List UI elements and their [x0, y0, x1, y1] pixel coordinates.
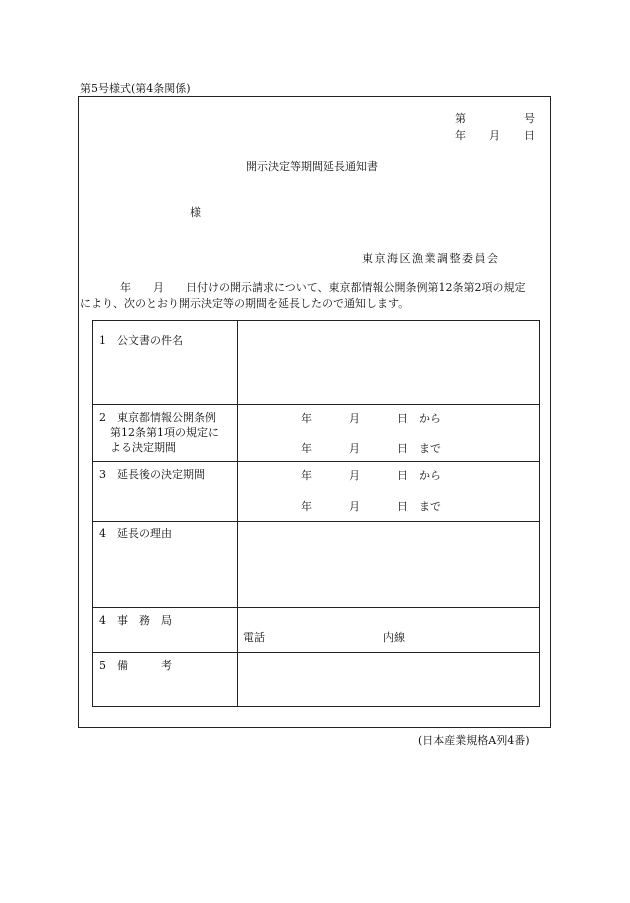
paper-size-note: (日本産業規格A列4番) — [418, 734, 530, 747]
issuer-name: 東京海区漁業調整委員会 — [362, 252, 500, 265]
details-table — [92, 320, 540, 707]
r2-until-day: 日 — [397, 442, 408, 455]
row-reason-label: 4 延長の理由 — [99, 527, 172, 540]
form-id: 第5号様式(第4条関係) — [80, 82, 191, 95]
number-char-left: 第 — [455, 112, 466, 125]
r3-from-day: 日 — [397, 469, 408, 482]
number-char-right: 号 — [524, 112, 535, 125]
table-column-divider — [237, 321, 238, 706]
row-divider-4 — [93, 607, 539, 608]
body-line-2: により、次のとおり開示決定等の期間を延長したので通知します。 — [80, 297, 410, 310]
row-office-label: 4 事 務 局 — [99, 614, 172, 627]
r3-until-month: 月 — [349, 500, 360, 513]
row-divider-1 — [93, 404, 539, 405]
extension-label: 内線 — [383, 631, 405, 644]
row-extended-period-label: 3 延長後の決定期間 — [99, 468, 205, 481]
row-divider-2 — [93, 461, 539, 462]
r2-from-day: 日 — [397, 412, 408, 425]
addressee-suffix: 様 — [190, 206, 201, 219]
row-original-period-label-2: 第12条第1項の規定に — [99, 426, 219, 439]
date-month: 月 — [489, 129, 500, 142]
r2-from-label: から — [419, 412, 441, 425]
row-original-period-label-3: よる決定期間 — [99, 441, 176, 454]
phone-label: 電話 — [243, 631, 265, 644]
r3-from-year: 年 — [301, 469, 312, 482]
r3-from-month: 月 — [349, 469, 360, 482]
document-title: 開示決定等期間延長通知書 — [246, 160, 378, 173]
r2-until-month: 月 — [349, 442, 360, 455]
row-divider-3 — [93, 521, 539, 522]
body-line-1: 年 月 日付けの開示請求について、東京都情報公開条例第12条第2項の規定 — [120, 281, 526, 294]
r2-until-label: まで — [419, 442, 441, 455]
r3-until-year: 年 — [301, 500, 312, 513]
date-day: 日 — [524, 129, 535, 142]
row-remarks-label: 5 備 考 — [99, 659, 172, 672]
r2-until-year: 年 — [301, 442, 312, 455]
r3-from-label: から — [419, 469, 441, 482]
r3-until-label: まで — [419, 500, 441, 513]
r2-from-year: 年 — [301, 412, 312, 425]
row-subject-label: 1 公文書の件名 — [99, 334, 183, 347]
r2-from-month: 月 — [349, 412, 360, 425]
row-original-period-label-1: 2 東京都情報公開条例 — [99, 411, 216, 424]
date-year: 年 — [455, 129, 466, 142]
r3-until-day: 日 — [397, 500, 408, 513]
row-divider-5 — [93, 652, 539, 653]
